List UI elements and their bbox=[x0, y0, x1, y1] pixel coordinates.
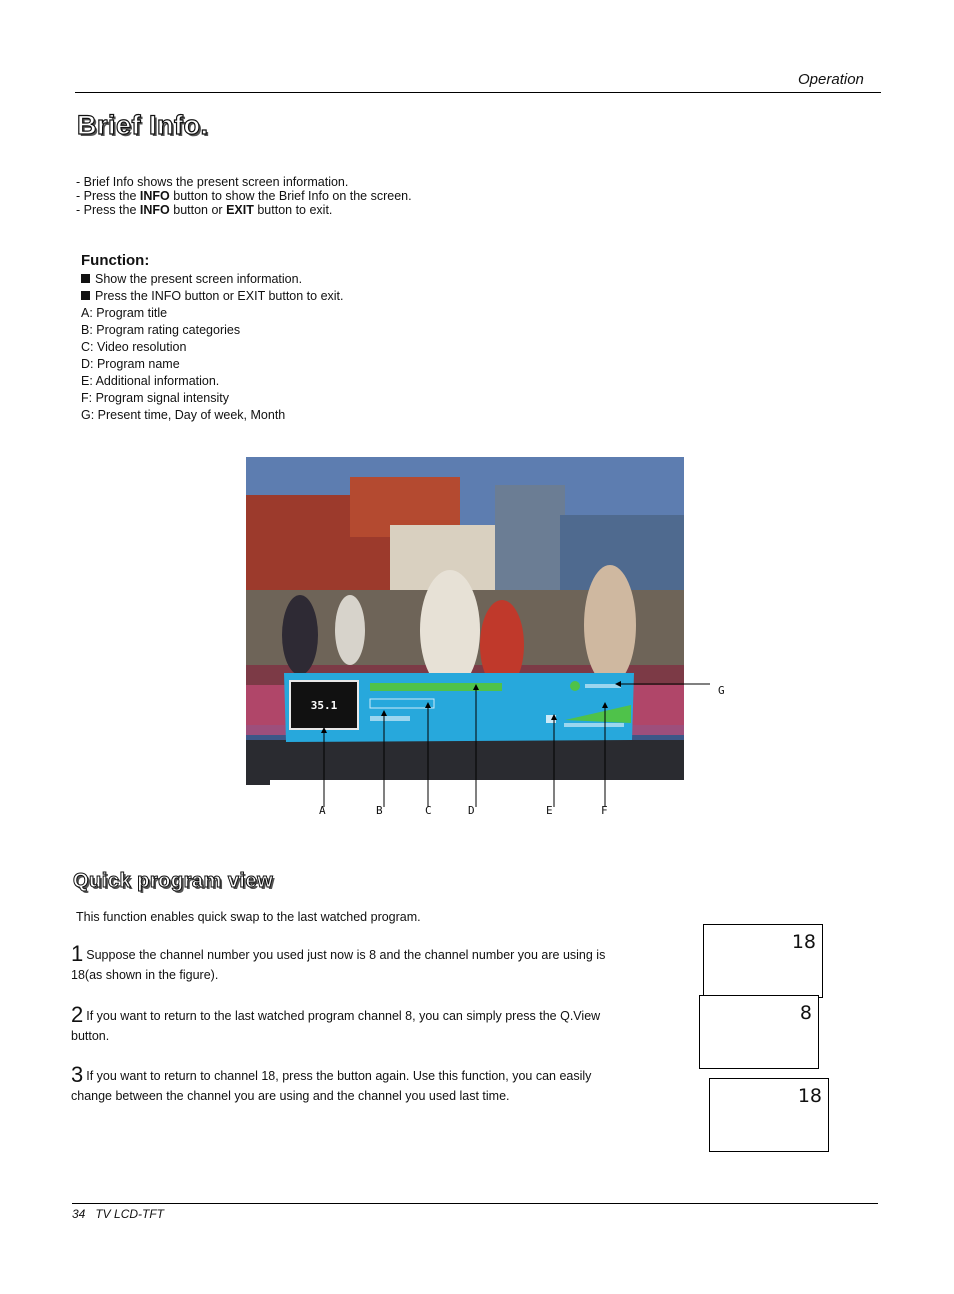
clock-icon bbox=[570, 681, 580, 691]
callout-c: C bbox=[425, 804, 432, 817]
list-item: F: Program signal intensity bbox=[81, 391, 229, 405]
brief-info-figure bbox=[240, 455, 740, 827]
callout-d: D bbox=[468, 804, 475, 817]
square-bullet-icon bbox=[81, 274, 90, 283]
callout-g: G bbox=[718, 684, 725, 697]
list-item: A: Program title bbox=[81, 306, 168, 320]
list-item: G: Present time, Day of week, Month bbox=[81, 408, 286, 422]
intro-line: - Press the INFO button or EXIT button to exit. bbox=[76, 203, 333, 217]
channel-number: 35.1 bbox=[310, 699, 338, 712]
callout-a: A bbox=[319, 804, 326, 817]
section-label: Operation bbox=[798, 71, 864, 88]
channel-screen: 8 bbox=[699, 995, 819, 1069]
callout-b: B bbox=[376, 804, 383, 817]
step-1: 1 Suppose the channel number you used just now is 8 and the channel number you are using is 18(as shown in the figure). bbox=[71, 941, 606, 982]
list-item: C: Video resolution bbox=[81, 340, 187, 354]
list-item: D: Program name bbox=[81, 357, 180, 371]
bullet-item: Show the present screen information. bbox=[81, 271, 501, 288]
square-bullet-icon bbox=[81, 291, 90, 300]
header-rule bbox=[75, 92, 881, 93]
step-2: 2 If you want to return to the last watched program channel 8, you can simply press the Q.View button. bbox=[71, 1002, 601, 1043]
intro-line: - Press the INFO button to show the Brief Info on the screen. bbox=[76, 189, 412, 203]
page-title: Brief Info. bbox=[77, 110, 209, 140]
function-heading: Function: bbox=[81, 252, 150, 269]
tv-bezel bbox=[246, 740, 684, 785]
program-title-bar bbox=[370, 683, 502, 691]
list-item: B: Program rating categories bbox=[81, 323, 241, 337]
list-item: E: Additional information. bbox=[81, 374, 220, 388]
quick-intro: This function enables quick swap to the last watched program. bbox=[76, 910, 421, 924]
channel-screen: 18 bbox=[703, 924, 823, 998]
callout-f: F bbox=[601, 804, 608, 817]
callout-e: E bbox=[546, 804, 553, 817]
section-title: Quick program view bbox=[73, 870, 274, 892]
step-3: 3 If you want to return to channel 18, press the button again. Use this function, you can easily change between the channel you are using and the channel you used last time. bbox=[71, 1062, 592, 1103]
page-footer: 34 TV LCD-TFT bbox=[72, 1207, 165, 1221]
channel-screen: 18 bbox=[709, 1078, 829, 1152]
function-list bbox=[81, 271, 501, 424]
footer-rule bbox=[72, 1203, 878, 1204]
brief-intro bbox=[76, 175, 596, 217]
intro-line: - Brief Info shows the present screen information. bbox=[76, 175, 349, 189]
bullet-item: Press the INFO button or EXIT button to exit. bbox=[81, 288, 501, 305]
